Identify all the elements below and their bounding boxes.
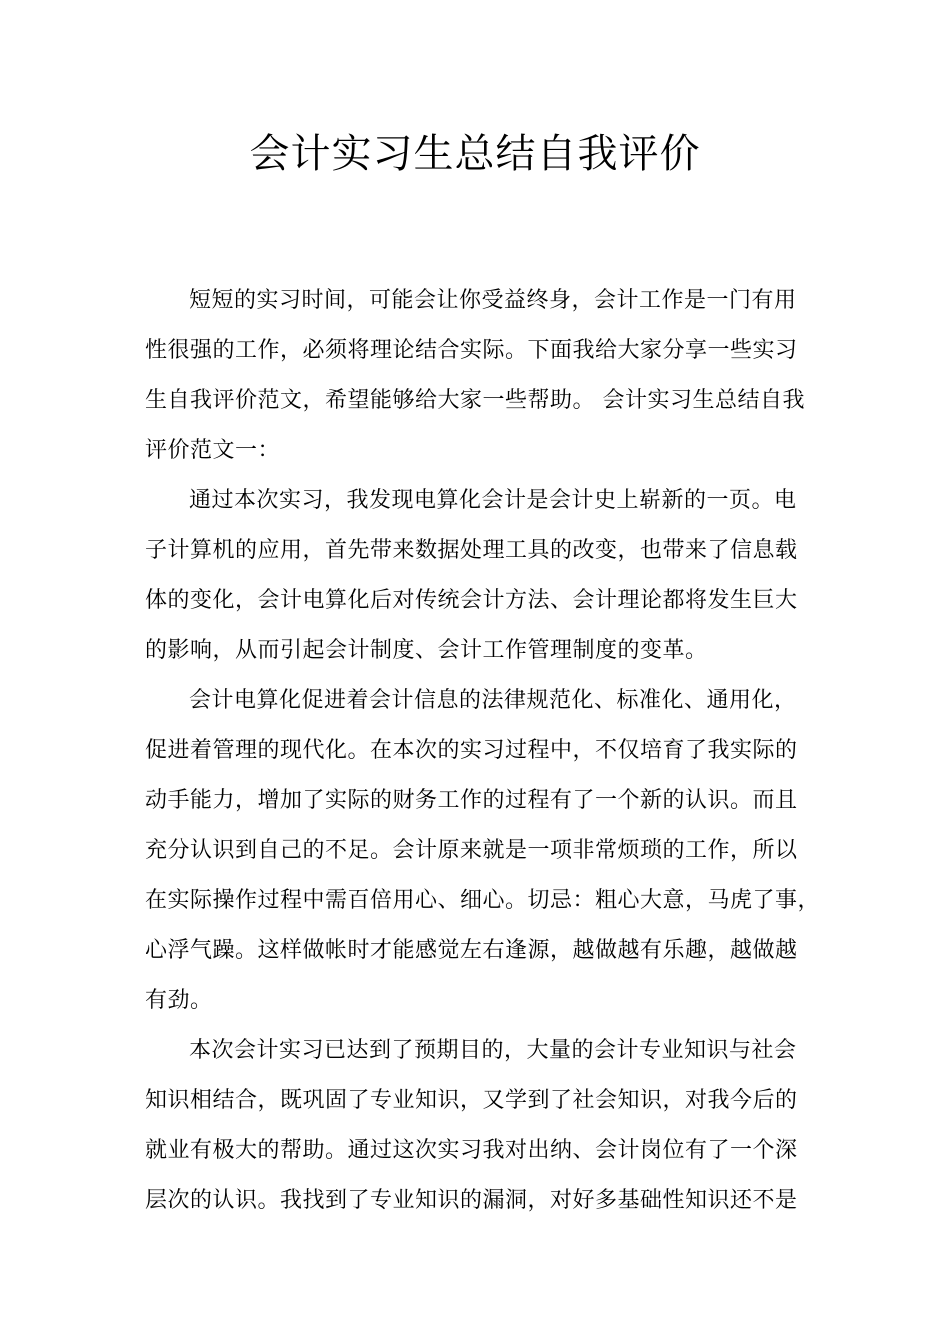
paragraph-line: 评价范文一：: [145, 438, 281, 463]
paragraph-line: 促进着管理的现代化。在本次的实习过程中，不仅培育了我实际的: [145, 738, 798, 763]
paragraph-line: 有劲。: [145, 988, 213, 1013]
paragraph-2: [145, 476, 825, 676]
paragraph-line: 会计电算化促进着会计信息的法律规范化、标准化、通用化，: [189, 688, 797, 713]
paragraph-line: 通过本次实习，我发现电算化会计是会计史上崭新的一页。电: [189, 488, 797, 513]
paragraph-line: 本次会计实习已达到了预期目的，大量的会计专业知识与社会: [189, 1038, 797, 1063]
paragraph-line: 的影响，从而引起会计制度、会计工作管理制度的变革。: [145, 638, 708, 663]
paragraph-line: 体的变化，会计电算化后对传统会计方法、会计理论都将发生巨大: [145, 588, 798, 613]
paragraph-line: 就业有极大的帮助。通过这次实习我对出纳、会计岗位有了一个深: [145, 1138, 798, 1163]
paragraph-line: 性很强的工作，必须将理论结合实际。下面我给大家分享一些实习: [145, 338, 798, 363]
paragraph-line: 知识相结合，既巩固了专业知识，又学到了社会知识，对我今后的: [145, 1088, 798, 1113]
paragraph-line: 心浮气躁。这样做帐时才能感觉左右逢源，越做越有乐趣，越做越: [145, 938, 798, 963]
paragraph-line: 动手能力，增加了实际的财务工作的过程有了一个新的认识。而且: [145, 788, 798, 813]
paragraph-3: [145, 676, 825, 1026]
document-title: 会计实习生总结自我评价: [249, 131, 701, 177]
paragraph-line: 短短的实习时间，可能会让你受益终身，会计工作是一门有用: [189, 288, 797, 313]
paragraph-line: 子计算机的应用，首先带来数据处理工具的改变，也带来了信息载: [145, 538, 798, 563]
paragraph-1: [145, 276, 825, 476]
paragraph-4: [145, 1026, 825, 1226]
paragraph-line: 充分认识到自己的不足。会计原来就是一项非常烦琐的工作，所以: [145, 838, 798, 863]
paragraph-line: 生自我评价范文，希望能够给大家一些帮助。 会计实习生总结自我: [145, 388, 805, 413]
paragraph-line: 在实际操作过程中需百倍用心、细心。切忌：粗心大意，马虎了事，: [145, 888, 821, 913]
paragraph-line: 层次的认识。我找到了专业知识的漏洞，对好多基础性知识还不是: [145, 1188, 798, 1213]
document-body: [145, 276, 825, 1226]
